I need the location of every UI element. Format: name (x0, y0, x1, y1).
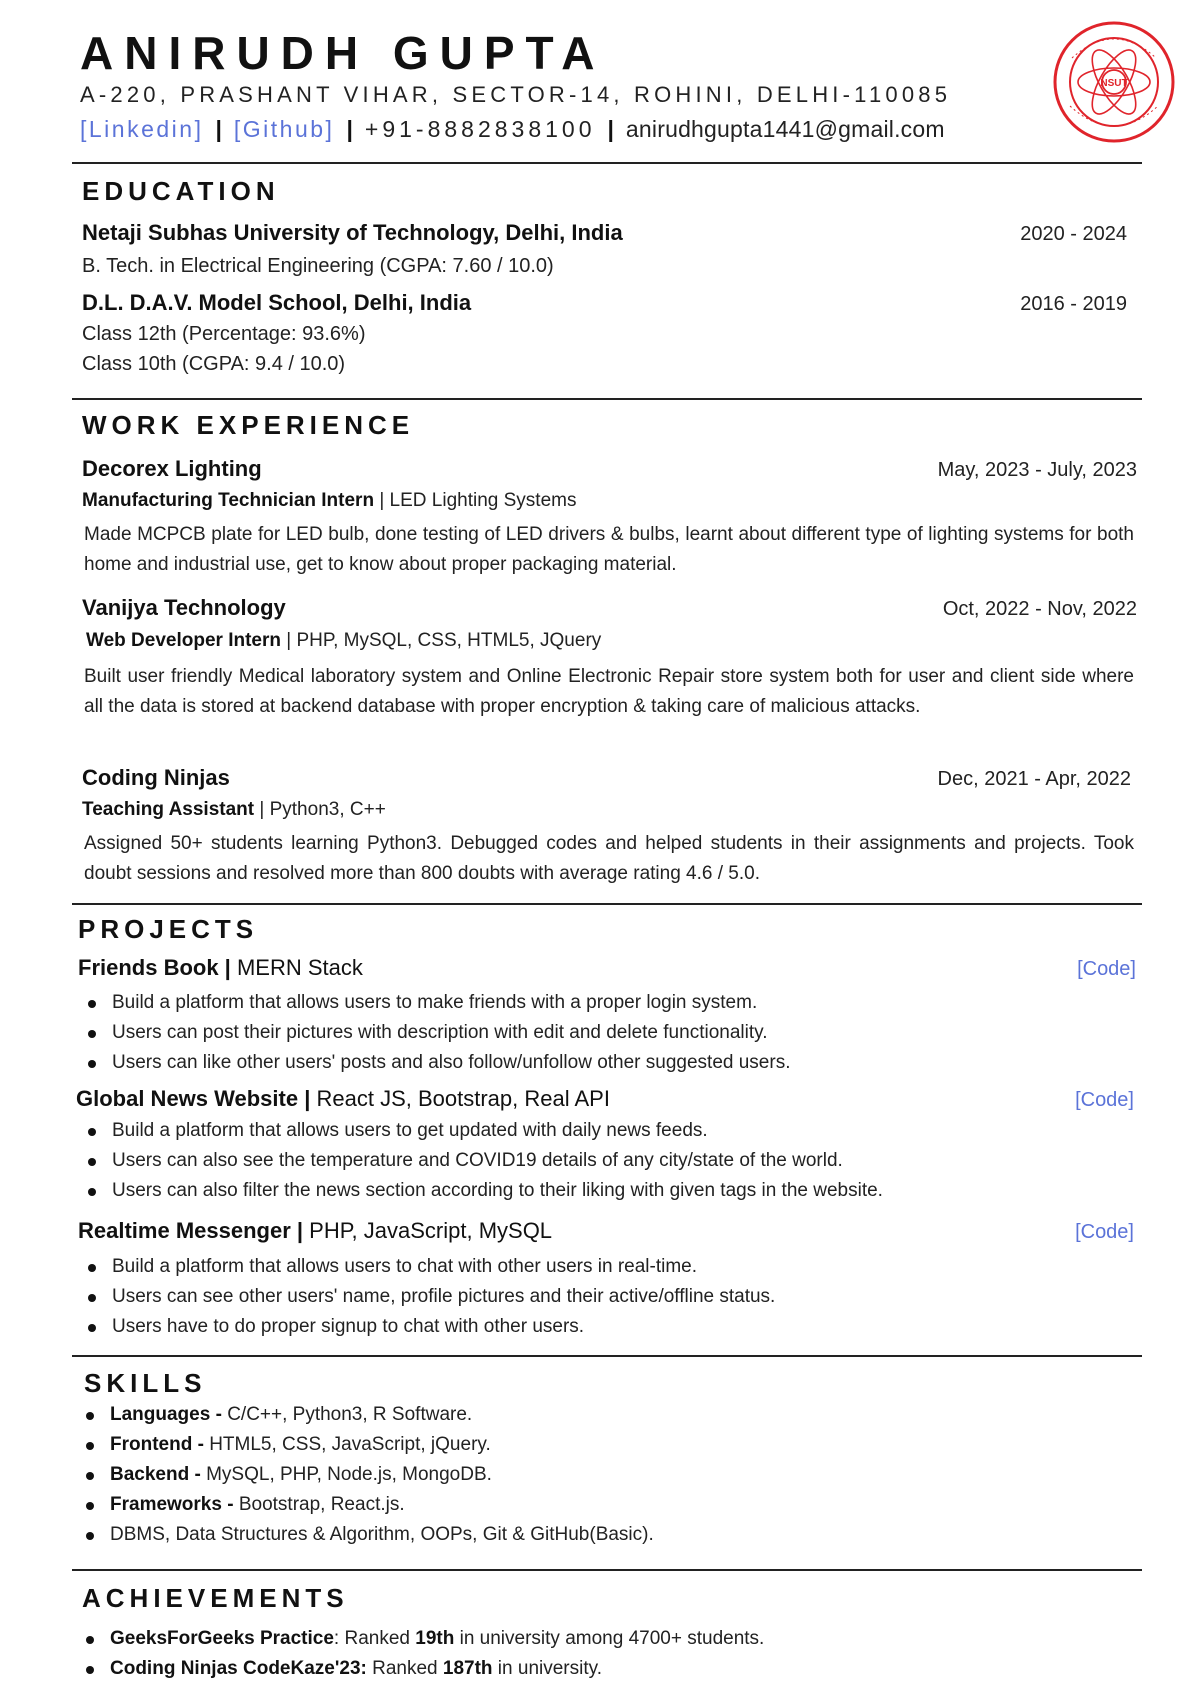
project-bullets (82, 988, 790, 1078)
school-name: Netaji Subhas University of Technology, Delhi, India (82, 220, 623, 245)
code-link[interactable]: [Code] (1077, 958, 1136, 980)
code-link[interactable]: [Code] (1075, 1089, 1134, 1111)
education-item (82, 290, 1137, 316)
job-header (82, 765, 1137, 791)
education-item (82, 220, 1137, 246)
job-description: Assigned 50+ students learning Python3. Debugged codes and helped students in their assignments and projects. Took doubt sessions and resolved more than 800 doubts with average rating 4.6 / 5.0. (84, 833, 1134, 884)
list-item: Users can post their pictures with description with edit and delete functionality. (82, 1018, 790, 1048)
work-experience-heading: WORK EXPERIENCE (82, 410, 415, 440)
date-range: 2020 - 2024 (1020, 223, 1127, 245)
list-item: Build a platform that allows users to make friends with a proper login system. (82, 988, 790, 1018)
achievements-heading: ACHIEVEMENTS (82, 1583, 349, 1613)
project-bullets (82, 1116, 883, 1206)
divider (72, 1569, 1142, 1571)
company-name: Coding Ninjas (82, 765, 230, 790)
list-item: Backend - MySQL, PHP, Node.js, MongoDB. (80, 1460, 654, 1490)
project-name: Global News Website | (76, 1086, 311, 1111)
job-role-line (82, 799, 386, 821)
projects-heading: PROJECTS (78, 914, 259, 944)
job-description: Built user friendly Medical laboratory system and Online Electronic Repair store system both for user and client side where all the data is stored at backend database with proper encryption & taking care of malicious attacks. (84, 666, 1134, 717)
date-range: Oct, 2022 - Nov, 2022 (942, 598, 1137, 620)
divider (72, 1355, 1142, 1357)
list-item: Users can like other users' posts and also follow/unfollow other suggested users. (82, 1048, 790, 1078)
university-seal-logo (1052, 20, 1176, 144)
achievements-list (80, 1624, 764, 1684)
job-description: Made MCPCB plate for LED bulb, done testing of LED drivers & bulbs, learnt about different type of lighting systems for both home and industrial use, get to know about proper packaging material. (84, 524, 1134, 575)
github-link[interactable]: [Github] (233, 116, 335, 142)
svg-text:NSUT: NSUT (1100, 78, 1128, 89)
skills-list (80, 1400, 654, 1550)
job-role-line (82, 490, 576, 512)
list-item: GeeksForGeeks Practice: Ranked 19th in university among 4700+ students. (80, 1624, 764, 1654)
phone-number: +91-8882838100 (364, 116, 596, 142)
list-item: Languages - C/C++, Python3, R Software. (80, 1400, 654, 1430)
list-item: Coding Ninjas CodeKaze'23: Ranked 187th in university. (80, 1654, 764, 1684)
code-link[interactable]: [Code] (1075, 1221, 1134, 1243)
school-name: D.L. D.A.V. Model School, Delhi, India (82, 290, 472, 315)
project-header (76, 1086, 1134, 1112)
list-item: Users can also filter the news section according to their liking with given tags in the website. (82, 1176, 883, 1206)
divider (72, 903, 1142, 905)
divider (72, 398, 1142, 400)
job-tech: | PHP, MySQL, CSS, HTML5, JQuery (280, 630, 602, 651)
list-item: Users can also see the temperature and COVID19 details of any city/state of the world. (82, 1146, 883, 1176)
job-tech: | Python3, C++ (254, 799, 386, 820)
job-role: Teaching Assistant (82, 799, 255, 820)
list-item: Build a platform that allows users to get updated with daily news feeds. (82, 1116, 883, 1146)
list-item: Frontend - HTML5, CSS, JavaScript, jQuery. (80, 1430, 654, 1460)
separator: | (607, 116, 614, 142)
degree-detail: B. Tech. in Electrical Engineering (CGPA: 7.60 / 10.0) (82, 255, 554, 277)
class-detail: Class 10th (CGPA: 9.4 / 10.0) (82, 353, 346, 375)
date-range: 2016 - 2019 (1020, 293, 1127, 315)
skills-heading: SKILLS (84, 1368, 207, 1398)
address: A-220, PRASHANT VIHAR, SECTOR-14, ROHINI, DELHI-110085 (80, 82, 952, 107)
project-bullets (82, 1252, 775, 1342)
education-heading: EDUCATION (82, 176, 280, 206)
list-item: Build a platform that allows users to chat with other users in real-time. (82, 1252, 775, 1282)
project-header (78, 955, 1136, 981)
job-role: Manufacturing Technician Intern (82, 490, 375, 511)
candidate-name: ANIRUDH GUPTA (80, 27, 606, 79)
class-detail: Class 12th (Percentage: 93.6%) (82, 323, 366, 345)
list-item: Users have to do proper signup to chat with other users. (82, 1312, 775, 1342)
company-name: Vanijya Technology (82, 595, 286, 620)
list-item: DBMS, Data Structures & Algorithm, OOPs, Git & GitHub(Basic). (80, 1520, 654, 1550)
job-role-line (86, 630, 601, 652)
separator: | (346, 116, 353, 142)
divider (72, 162, 1142, 164)
job-header (82, 595, 1137, 621)
email-address[interactable]: anirudhgupta1441@gmail.com (625, 116, 945, 142)
job-header (82, 456, 1137, 482)
separator: | (215, 116, 222, 142)
list-item: Frameworks - Bootstrap, React.js. (80, 1490, 654, 1520)
project-header (78, 1218, 1134, 1244)
job-tech: | LED Lighting Systems (374, 490, 577, 511)
project-name: Friends Book | (78, 955, 231, 980)
date-range: Dec, 2021 - Apr, 2022 (937, 768, 1131, 790)
job-role: Web Developer Intern (86, 630, 281, 651)
list-item: Users can see other users' name, profile pictures and their active/offline status. (82, 1282, 775, 1312)
project-stack: MERN Stack (230, 955, 363, 980)
project-name: Realtime Messenger | (78, 1218, 304, 1243)
date-range: May, 2023 - July, 2023 (937, 459, 1137, 481)
linkedin-link[interactable]: [Linkedin] (80, 116, 204, 142)
project-stack: React JS, Bootstrap, Real API (310, 1086, 610, 1111)
company-name: Decorex Lighting (82, 456, 262, 481)
contact-line (80, 116, 945, 143)
project-stack: PHP, JavaScript, MySQL (303, 1218, 553, 1243)
